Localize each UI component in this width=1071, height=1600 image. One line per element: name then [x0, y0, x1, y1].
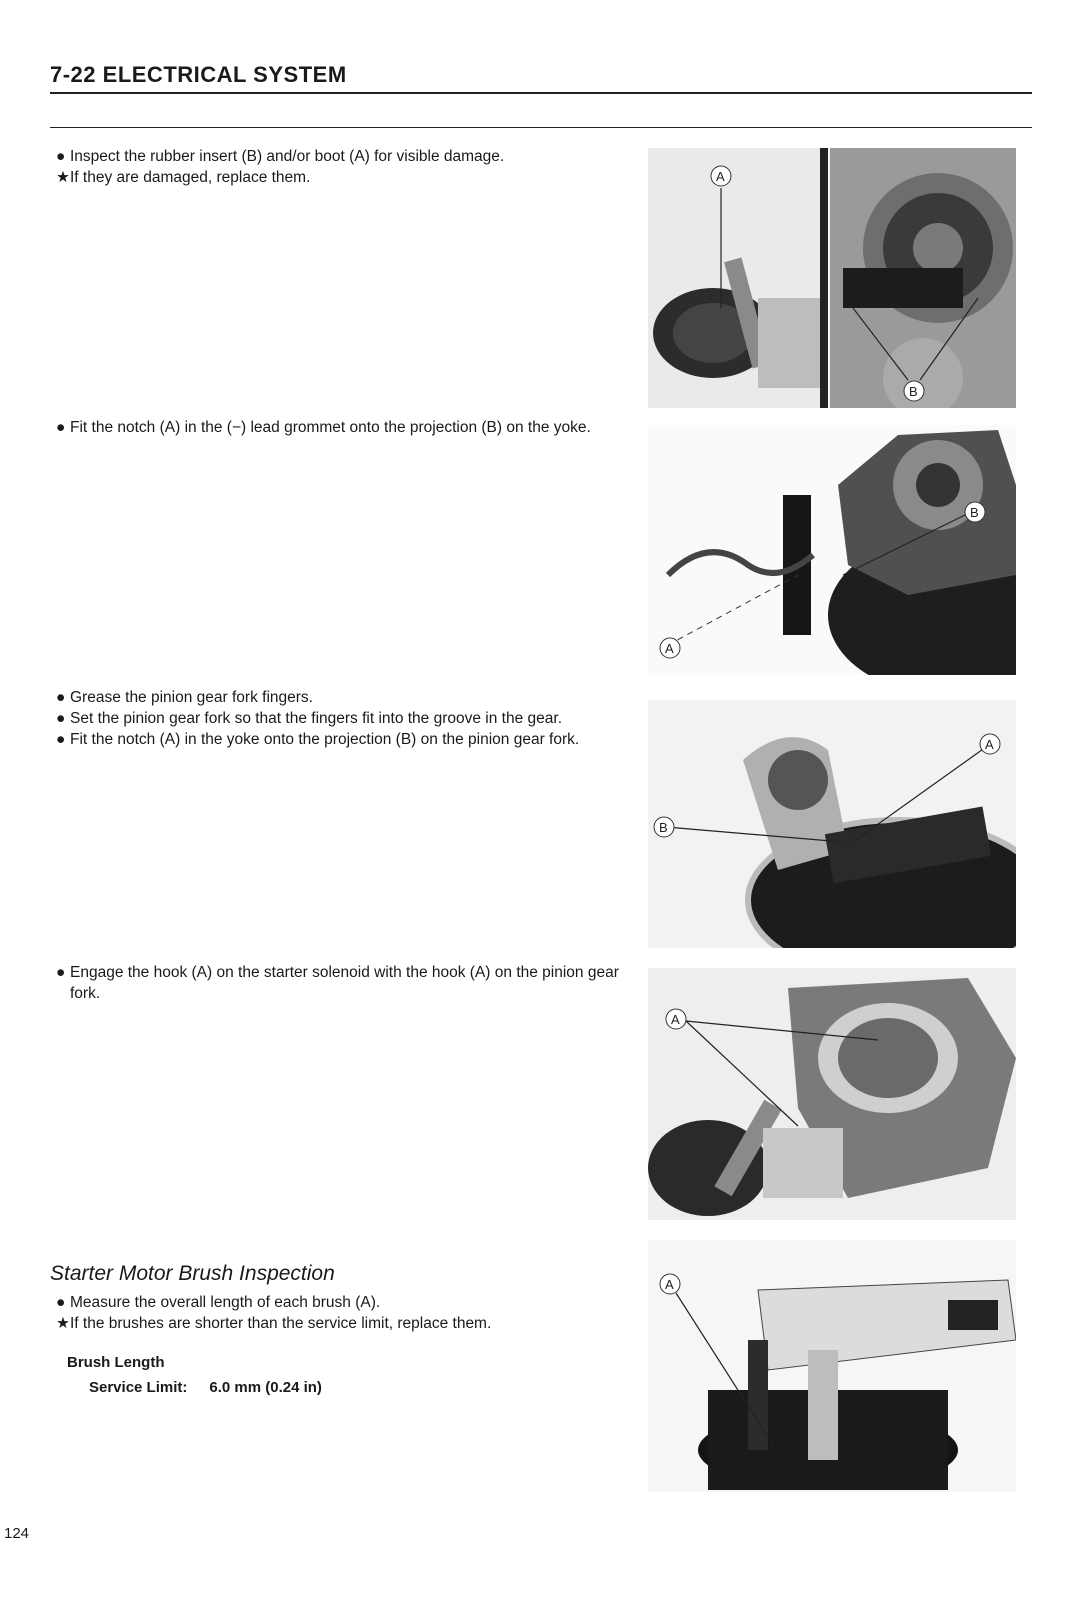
spec-label: Service Limit: — [89, 1379, 188, 1396]
instruction-line: ● Fit the notch (A) in the yoke onto the projection (B) on the pinion gear fork. — [56, 731, 580, 748]
subsection-title: Starter Motor Brush Inspection — [50, 1262, 335, 1285]
instruction-block-boot — [56, 146, 626, 188]
callout-b: B — [970, 505, 979, 520]
callout-a: A — [985, 737, 994, 752]
callout-a: A — [665, 1277, 674, 1292]
instruction-block-fork — [56, 687, 626, 750]
callout-a: A — [716, 169, 725, 184]
header-rule — [50, 92, 1032, 94]
figure-solenoid-hook — [648, 968, 1016, 1220]
instruction-block-hook — [56, 962, 626, 1004]
spec-row — [67, 1375, 322, 1400]
instruction-block-brush-lines — [56, 1292, 626, 1334]
callout-b: B — [909, 384, 918, 399]
instruction-line: ● Measure the overall length of each brush (A). — [56, 1294, 381, 1311]
figure-brush-caliper — [648, 1240, 1016, 1492]
instruction-line: ★ If they are damaged, replace them. — [56, 169, 311, 186]
spec-value: 6.0 mm (0.24 in) — [209, 1379, 322, 1396]
instruction-line: ● Inspect the rubber insert (B) and/or boot (A) for visible damage. — [56, 148, 505, 165]
instruction-line: ● Set the pinion gear fork so that the fingers fit into the groove in the gear. — [56, 710, 563, 727]
page-number: 124 — [4, 1525, 30, 1542]
instruction-line: ● Engage the hook (A) on the starter solenoid with the hook (A) on the pinion gear fork. — [56, 964, 619, 1002]
callout-b: B — [659, 820, 668, 835]
instruction-line: ★ If the brushes are shorter than the service limit, replace them. — [56, 1315, 492, 1332]
instruction-line: ● Fit the notch (A) in the (−) lead grommet onto the projection (B) on the yoke. — [56, 419, 591, 436]
spec-box — [67, 1350, 322, 1400]
page-title: 7-22 ELECTRICAL SYSTEM — [50, 62, 347, 87]
figure-lead-grommet — [648, 425, 1016, 675]
figure-boot-insert — [648, 148, 1016, 408]
section-rule — [50, 127, 1032, 128]
figure-pinion-fork — [648, 700, 1016, 948]
instruction-line: ● Grease the pinion gear fork fingers. — [56, 689, 313, 706]
page-header — [50, 62, 1030, 88]
instruction-block-grommet — [56, 417, 626, 438]
callout-a: A — [665, 641, 674, 656]
spec-heading: Brush Length — [67, 1354, 165, 1371]
callout-a: A — [671, 1012, 680, 1027]
